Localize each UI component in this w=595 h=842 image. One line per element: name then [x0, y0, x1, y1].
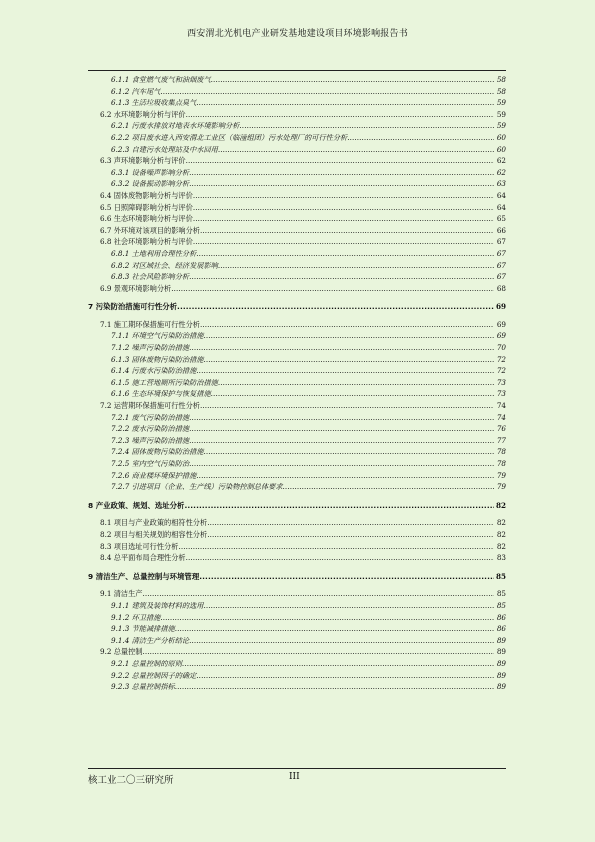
- toc-entry-page: 74: [496, 412, 506, 422]
- toc-entry-title: [88, 571, 494, 583]
- toc-entry-number: 8.1: [100, 518, 112, 528]
- toc-entry-page: 59: [496, 121, 506, 131]
- toc-entry-text: 噪声污染防治措施: [131, 343, 190, 353]
- toc-entry-text: 设备噪声影响分析: [131, 167, 190, 177]
- toc-entry-title: [88, 623, 494, 635]
- toc-entry-text: 噪声污染防治措施: [131, 435, 190, 445]
- toc-entry-number: 9.2.2: [111, 670, 130, 680]
- toc-entry-title: [88, 283, 494, 295]
- toc-entry-page: 67: [496, 260, 506, 270]
- toc-entry-title: [88, 635, 494, 647]
- toc-entry[interactable]: [88, 236, 506, 248]
- toc-entry-text: 土地利用合理性分析: [131, 248, 197, 258]
- toc-entry-text: 生活垃圾收集点臭气: [131, 98, 197, 108]
- toc-entry[interactable]: [88, 74, 506, 86]
- toc-entry-text: 清洁生产: [113, 589, 143, 599]
- toc-entry-page: 82: [496, 541, 506, 551]
- toc-entry-text: 产业政策、规划、选址分析: [95, 500, 185, 510]
- toc-entry-text: 项目选址可行性分析: [113, 541, 179, 551]
- toc-entry-number: 9.2.1: [111, 658, 130, 668]
- toc-entry-number: 6.8.1: [111, 248, 130, 258]
- toc-entry[interactable]: [88, 283, 506, 295]
- toc-entry-text: 社会环境影响分析与评价: [113, 237, 193, 247]
- toc-entry-text: 固体废物污染防治措施: [131, 447, 204, 457]
- toc-entry-page: 79: [496, 470, 506, 480]
- toc-entry[interactable]: [88, 213, 506, 225]
- toc-entry-number: 6.7: [100, 225, 112, 235]
- toc-entry-page: 74: [496, 401, 506, 411]
- toc-entry[interactable]: [88, 600, 506, 612]
- toc-entry-page: 58: [496, 75, 506, 84]
- toc-entry-page: 64: [496, 190, 506, 200]
- toc-entry[interactable]: [88, 646, 506, 658]
- toc-entry-number: 6.8: [100, 237, 112, 247]
- toc-entry-page: 58: [496, 86, 506, 96]
- toc-entry-number: 6.1.6: [111, 389, 130, 399]
- toc-entry-number: 7.1: [100, 319, 112, 329]
- toc-entry[interactable]: [88, 190, 506, 202]
- toc-entry-number: 6.2: [100, 109, 112, 119]
- toc-entry-page: 62: [496, 167, 506, 177]
- toc-entry-page: 79: [496, 482, 506, 492]
- toc-entry-number: 7.2.1: [111, 412, 130, 422]
- toc-entry-text: 自建污水处理站及中水回用: [131, 144, 218, 154]
- toc-entry-page: 85: [496, 600, 506, 610]
- toc-entry[interactable]: [88, 330, 506, 342]
- toc-entry-title: [88, 248, 494, 260]
- toc-entry-number: 8: [88, 500, 94, 510]
- toc-entry-text: 项目与相关规划的相容性分析: [113, 529, 208, 539]
- toc-entry[interactable]: [88, 248, 506, 260]
- toc-entry-title: [88, 213, 494, 225]
- toc-entry[interactable]: [88, 354, 506, 366]
- toc-entry-number: 9.2: [100, 647, 112, 657]
- toc-entry-number: 6.6: [100, 214, 112, 224]
- toc-entry-number: 6.8.2: [111, 260, 130, 270]
- toc-entry[interactable]: [88, 612, 506, 624]
- toc-entry-number: 8.4: [100, 553, 112, 563]
- toc-entry[interactable]: [88, 365, 506, 377]
- toc-entry-number: 7.2.3: [111, 435, 130, 445]
- toc-entry[interactable]: [88, 571, 506, 583]
- toc-entry-title: [88, 658, 494, 670]
- toc-entry-text: 清洁生产、总量控制与环境管理: [95, 571, 200, 581]
- toc-entry-number: 8.2: [100, 529, 112, 539]
- toc-entry-number: 9.1.1: [111, 600, 130, 610]
- toc-entry-page: 69: [495, 302, 506, 312]
- toc-entry-title: [88, 435, 494, 447]
- toc-entry[interactable]: [88, 97, 506, 109]
- toc-entry-page: 82: [495, 500, 506, 510]
- toc-entry-text: 固体废物污染防治措施: [131, 354, 204, 364]
- toc-entry-text: 项目与产业政策的相符性分析: [113, 518, 208, 528]
- toc-entry-number: 6.2.3: [111, 144, 130, 154]
- toc-entry-title: [88, 529, 494, 541]
- toc-entry-title: [88, 612, 494, 624]
- toc-entry-number: 6.8.3: [111, 272, 130, 282]
- toc-entry-number: 9.1.2: [111, 612, 130, 622]
- toc-entry-page: 76: [496, 424, 506, 434]
- toc-entry-title: [88, 236, 494, 248]
- toc-entry-page: 77: [496, 435, 506, 445]
- toc-entry-text: 生态环境保护与恢复措施: [131, 389, 211, 399]
- toc-entry[interactable]: [88, 658, 506, 670]
- toc-entry-title: [88, 97, 494, 109]
- toc-entry-title: [88, 155, 494, 167]
- toc-entry[interactable]: [88, 202, 506, 214]
- toc-entry-page: 73: [496, 377, 506, 387]
- toc-entry-title: [88, 541, 494, 553]
- toc-entry-title: [88, 354, 494, 366]
- toc-entry-text: 环境空气污染防治措施: [131, 331, 204, 341]
- toc-entry[interactable]: [88, 167, 506, 179]
- toc-entry[interactable]: [88, 500, 506, 512]
- toc-entry-page: 89: [496, 658, 506, 668]
- toc-entry-number: 6.1.1: [111, 75, 130, 84]
- toc-entry-page: 89: [496, 682, 506, 692]
- toc-entry[interactable]: [88, 541, 506, 553]
- toc-entry-number: 6.5: [100, 202, 112, 212]
- page-header: 西安渭北光机电产业研发基地建设项目环境影响报告书: [187, 29, 408, 39]
- toc-entry-title: [88, 670, 494, 682]
- toc-entry-title: [88, 301, 494, 313]
- toc-entry-number: 6.1.4: [111, 366, 130, 376]
- toc-entry-page: 83: [496, 553, 506, 563]
- toc-entry-title: [88, 74, 494, 86]
- toc-entry-page: 78: [496, 459, 506, 468]
- toc-entry-title: [88, 388, 494, 400]
- toc-entry-number: 7: [88, 302, 94, 312]
- toc-entry-page: 66: [496, 225, 506, 235]
- toc-entry-page: 67: [496, 248, 506, 258]
- toc-entry-number: 9.1: [100, 589, 112, 599]
- toc-entry-title: [88, 588, 494, 600]
- toc-entry-title: [88, 178, 494, 190]
- toc-entry-page: 67: [496, 237, 506, 247]
- toc-entry-number: 6.1.3: [111, 354, 130, 364]
- toc-entry[interactable]: [88, 517, 506, 529]
- toc-entry-text: 施工营地厕所污染防治措施: [131, 377, 218, 387]
- toc-entry-title: [88, 446, 494, 458]
- toc-entry-title: [88, 167, 494, 179]
- toc-entry-title: [88, 365, 494, 377]
- toc-entry-number: 6.3.2: [111, 179, 130, 189]
- toc-entry-text: 室内空气污染防治: [131, 459, 190, 468]
- toc-entry[interactable]: [88, 109, 506, 121]
- toc-entry-page: 89: [496, 635, 506, 645]
- toc-entry-text: 节能减排措施: [131, 624, 175, 634]
- toc-entry[interactable]: [88, 446, 506, 458]
- toc-entry[interactable]: [88, 342, 506, 354]
- toc-entry[interactable]: [88, 423, 506, 435]
- toc-entry[interactable]: [88, 400, 506, 412]
- toc-entry-number: 9.2.3: [111, 682, 130, 692]
- toc-entry-text: 运营期环保措施可行性分析: [113, 401, 200, 411]
- toc-entry[interactable]: [88, 377, 506, 389]
- toc-entry-text: 污染防治措施可行性分析: [95, 302, 178, 312]
- toc-entry-text: 汽车尾气: [131, 86, 161, 96]
- toc-entry-page: 69: [496, 319, 506, 329]
- toc-entry-page: 86: [496, 612, 506, 622]
- toc-entry[interactable]: [88, 588, 506, 600]
- toc-entry[interactable]: [88, 225, 506, 237]
- toc-entry[interactable]: [88, 120, 506, 132]
- footer-rule: [88, 768, 506, 769]
- toc-entry-text: 生态环境影响分析与评价: [113, 214, 193, 224]
- toc-entry-text: 水环境影响分析与评价: [113, 109, 186, 119]
- toc-entry-title: [88, 423, 494, 435]
- toc-entry[interactable]: [88, 412, 506, 424]
- toc-entry-number: 7.2.4: [111, 447, 130, 457]
- toc-entry-text: 社会风险影响分析: [131, 272, 190, 282]
- toc-entry-title: [88, 260, 494, 272]
- toc-entry-title: [88, 646, 494, 658]
- toc-entry-page: 89: [496, 670, 506, 680]
- toc-entry-number: 6.2.2: [111, 132, 130, 142]
- toc-entry-text: 引进项目（企业、生产线）污染物控制总体要求: [131, 482, 283, 492]
- toc-entry-title: [88, 458, 494, 470]
- footer-page-number: III: [289, 772, 300, 782]
- toc-entry-text: 对区域社会、经济发展影响: [131, 260, 218, 270]
- toc-entry-text: 总量控制: [113, 647, 143, 657]
- toc-entry-title: [88, 190, 494, 202]
- toc-entry-page: 70: [496, 343, 506, 353]
- toc-entry-title: [88, 470, 494, 482]
- toc-entry-title: [88, 481, 494, 493]
- toc-entry-text: 环卫措施: [131, 612, 161, 622]
- toc-entry-title: [88, 86, 494, 98]
- toc-entry-page: 73: [496, 389, 506, 399]
- toc-entry-title: [88, 120, 494, 132]
- toc-entry-page: 78: [496, 447, 506, 457]
- toc-entry-number: 6.1.3: [111, 98, 130, 108]
- toc-entry-text: 总量控制因子的确定: [131, 670, 197, 680]
- toc-entry[interactable]: [88, 470, 506, 482]
- toc-entry-page: 60: [496, 132, 506, 142]
- toc-entry-page: 62: [496, 156, 506, 166]
- toc-entry-title: [88, 109, 494, 121]
- toc-entry-number: 8.3: [100, 541, 112, 551]
- toc-entry-text: 商业楼环境保护措施: [131, 470, 197, 480]
- toc-entry-text: 废水污染防治措施: [131, 424, 190, 434]
- toc-entry-number: 7.2.2: [111, 424, 130, 434]
- toc-entry-title: [88, 552, 494, 564]
- toc-entry-title: [88, 500, 494, 512]
- toc-entry[interactable]: [88, 481, 506, 493]
- toc-entry-number: 7.1.2: [111, 343, 130, 353]
- toc-entry-title: [88, 517, 494, 529]
- toc-entry-number: 7.1.1: [111, 331, 130, 341]
- toc-entry-title: [88, 202, 494, 214]
- table-of-contents: [88, 74, 506, 693]
- toc-entry-page: 60: [496, 144, 506, 154]
- toc-entry-page: 69: [496, 331, 506, 341]
- toc-entry-text: 污废水排放对地表水环境影响分析: [131, 121, 240, 131]
- toc-entry-text: 建筑及装饰材料的选用: [131, 600, 204, 610]
- toc-entry-text: 污废水污染防治措施: [131, 366, 197, 376]
- toc-entry-title: [88, 342, 494, 354]
- toc-entry-title: [88, 319, 494, 331]
- toc-entry[interactable]: [88, 155, 506, 167]
- toc-entry-text: 项目废水进入西安渭北工业区（临潼组团）污水处理厂的可行性分析: [131, 132, 348, 142]
- toc-entry-number: 9.1.4: [111, 635, 130, 645]
- toc-entry[interactable]: [88, 260, 506, 272]
- toc-entry-number: 7.2: [100, 401, 112, 411]
- toc-entry-number: 6.2.1: [111, 121, 130, 131]
- toc-entry-text: 食堂燃气废气和油烟废气: [131, 75, 211, 84]
- toc-entry-number: 6.1.5: [111, 377, 130, 387]
- toc-entry-page: 72: [496, 366, 506, 376]
- toc-entry[interactable]: [88, 435, 506, 447]
- toc-entry[interactable]: [88, 144, 506, 156]
- toc-entry[interactable]: [88, 670, 506, 682]
- toc-entry-page: 85: [495, 571, 506, 581]
- toc-entry-page: 59: [496, 98, 506, 108]
- toc-entry-title: [88, 144, 494, 156]
- toc-entry-number: 6.3: [100, 156, 112, 166]
- toc-entry[interactable]: [88, 529, 506, 541]
- toc-entry-text: 景观环境影响分析: [113, 283, 172, 293]
- toc-entry[interactable]: [88, 319, 506, 331]
- toc-entry-number: 7.2.5: [111, 459, 130, 468]
- toc-entry-title: [88, 400, 494, 412]
- toc-entry[interactable]: [88, 623, 506, 635]
- toc-entry[interactable]: [88, 552, 506, 564]
- toc-entry-number: 7.2.7: [111, 482, 130, 492]
- toc-entry[interactable]: [88, 388, 506, 400]
- toc-entry-text: 固体废物影响分析与评价: [113, 190, 193, 200]
- toc-entry-title: [88, 225, 494, 237]
- toc-entry-page: 89: [496, 647, 506, 657]
- toc-entry-page: 65: [496, 214, 506, 224]
- toc-entry-text: 清洁生产分析结论: [131, 635, 190, 645]
- toc-entry-page: 85: [496, 589, 506, 599]
- toc-entry-page: 68: [496, 283, 506, 293]
- toc-entry-title: [88, 600, 494, 612]
- toc-entry-number: 6.9: [100, 283, 112, 293]
- toc-entry-page: 59: [496, 109, 506, 119]
- toc-entry-number: 7.2.6: [111, 470, 130, 480]
- toc-entry[interactable]: [88, 178, 506, 190]
- toc-entry-title: [88, 412, 494, 424]
- toc-entry-page: 63: [496, 179, 506, 189]
- toc-entry-text: 施工期环保措施可行性分析: [113, 319, 200, 329]
- toc-entry-text: 外环境对该项目的影响分析: [113, 225, 200, 235]
- toc-entry[interactable]: [88, 132, 506, 144]
- toc-entry-number: 6.3.1: [111, 167, 130, 177]
- toc-entry-text: 设备振动影响分析: [131, 179, 190, 189]
- toc-entry-title: [88, 330, 494, 342]
- toc-entry-text: 声环境影响分析与评价: [113, 156, 186, 166]
- toc-entry-page: 67: [496, 272, 506, 282]
- toc-entry-page: 72: [496, 354, 506, 364]
- toc-entry[interactable]: [88, 681, 506, 693]
- toc-entry-title: [88, 377, 494, 389]
- toc-entry-page: 86: [496, 624, 506, 634]
- toc-entry-number: 6.1.2: [111, 86, 130, 96]
- toc-entry-page: 64: [496, 202, 506, 212]
- toc-entry-number: 9: [88, 571, 94, 581]
- toc-entry[interactable]: [88, 86, 506, 98]
- toc-entry-text: 总量控制的原则: [131, 658, 182, 668]
- toc-entry[interactable]: [88, 301, 506, 313]
- toc-entry-text: 总平面布局合理性分析: [113, 553, 186, 563]
- toc-entry-text: 日照障碍影响分析与评价: [113, 202, 193, 212]
- toc-entry-number: 6.4: [100, 190, 112, 200]
- footer-organization: 核工业二〇三研究所: [88, 775, 174, 786]
- toc-entry-page: 82: [496, 518, 506, 528]
- toc-entry[interactable]: [88, 271, 506, 283]
- header-rule: [88, 70, 506, 71]
- toc-entry-title: [88, 681, 494, 693]
- toc-entry-text: 总量控制指标: [131, 682, 175, 692]
- toc-entry[interactable]: [88, 458, 506, 470]
- toc-entry-text: 废气污染防治措施: [131, 412, 190, 422]
- toc-entry-title: [88, 132, 494, 144]
- toc-entry-title: [88, 271, 494, 283]
- toc-entry-page: 82: [496, 529, 506, 539]
- toc-entry[interactable]: [88, 635, 506, 647]
- toc-entry-number: 9.1.3: [111, 624, 130, 634]
